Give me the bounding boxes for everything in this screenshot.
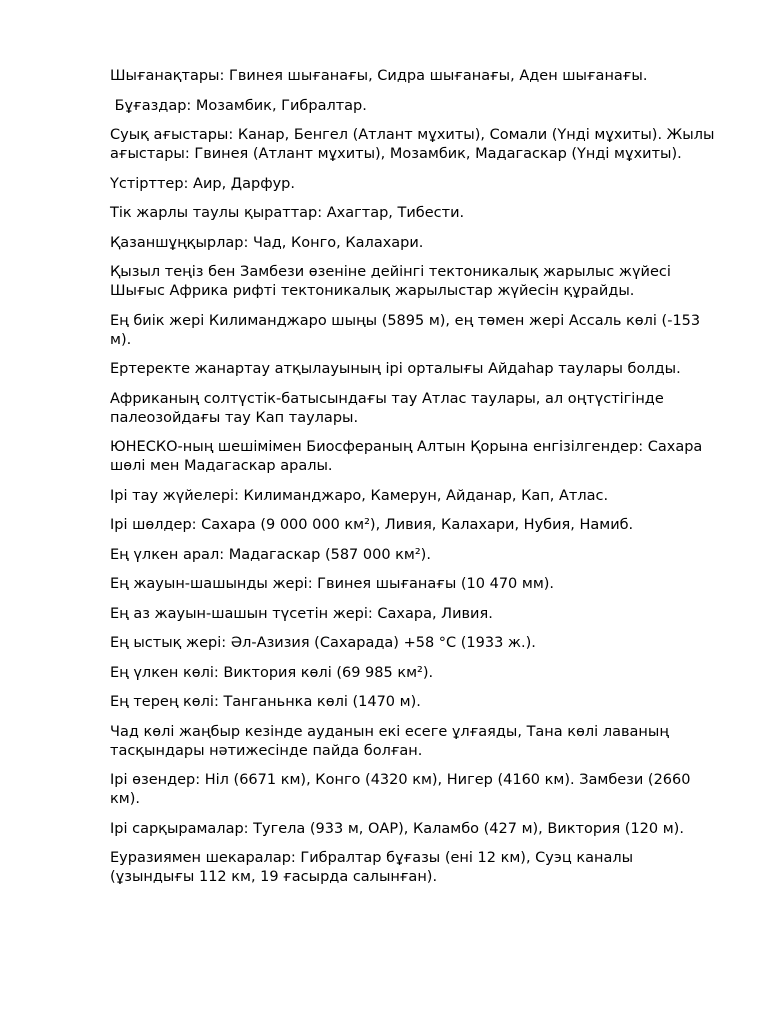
- paragraph-deepest-lake: Ең терең көлі: Танганьнка көлі (1470 м).: [110, 694, 421, 710]
- paragraph-driest: Ең аз жауын-шашын түсетін жері: Сахара, Ливия.: [110, 605, 493, 622]
- paragraph-largest-island: Ең үлкен арал: Мадагаскар (587 000 км²).: [110, 546, 431, 563]
- paragraph-plateaus: Үстірттер: Аир, Дарфур.: [110, 175, 295, 192]
- document-page: [110, 67, 720, 898]
- paragraph-gulfs: Шығанақтары: Гвинея шығанағы, Сидра шығанағы, Аден шығанағы.: [110, 68, 648, 84]
- paragraph-hottest: Ең ыстық жері: Әл-Азизия (Сахарада) +58 °С (1933 ж.).: [110, 635, 536, 651]
- paragraph-wettest: Ең жауын-шашынды жері: Гвинея шығанағы (10 470 мм).: [110, 576, 555, 592]
- paragraph-eurasia-borders: Еуразиямен шекаралар: Гибралтар бұғазы (ені 12 км), Суэц каналы (ұзындығы 112 км, 19 ғасырда салынған).: [110, 850, 638, 885]
- paragraph-currents: Суық ағыстары: Канар, Бенгел (Атлант мұхиты), Сомали (Үнді мұхиты). Жылы ағыстары: Гвинея (Атлант мұхиты), Мозамбик, Мадагаскар (Үнді мұхиты).: [110, 127, 720, 162]
- paragraph-highlands: Тік жарлы таулы қыраттар: Ахагтар, Тибести.: [110, 205, 465, 221]
- paragraph-mountain-systems: Ірі тау жүйелері: Килиманджаро, Камерун, Айданар, Кап, Атлас.: [110, 487, 609, 504]
- paragraph-straits: Бұғаздар: Мозамбик, Гибралтар.: [110, 97, 367, 114]
- paragraph-mountains-atlas-cape: Африканың солтүстік-батысындағы тау Атлас таулары, ал оңтүстігінде палеозойдағы тау Кап таулары.: [110, 390, 669, 426]
- paragraph-waterfalls: Ірі сарқырамалар: Тугела (933 м, ОАР), Каламбо (427 м), Виктория (120 м).: [110, 820, 684, 837]
- paragraph-extreme-points: Ең биік жері Килиманджаро шыңы (5895 м), ең төмен жері Ассаль көлі (-153 м).: [110, 312, 705, 348]
- paragraph-rivers: Ірі өзендер: Ніл (6671 км), Конго (4320 км), Нигер (4160 км). Замбези (2660 км).: [110, 772, 696, 807]
- paragraph-deserts: Ірі шөлдер: Сахара (9 000 000 км²), Ливия, Калахари, Нубия, Намиб.: [110, 517, 634, 533]
- paragraph-chad-tana-lakes: Чад көлі жаңбыр кезінде ауданын екі есеге ұлғаяды, Тана көлі лаваның тасқындары нәтижесінде пайда болған.: [110, 723, 674, 759]
- paragraph-rift-system: Қызыл теңіз бен Замбези өзеніне дейінгі тектоникалық жарылыс жүйесі Шығыс Африка рифті тектоникалық жарылыстар жүйесін құрайды.: [110, 264, 676, 299]
- paragraph-unesco: ЮНЕСКО-ның шешімімен Биосфераның Алтын Қорына енгізілгендер: Сахара шөлі мен Мадагаскар аралы.: [110, 439, 707, 474]
- paragraph-largest-lake: Ең үлкен көлі: Виктория көлі (69 985 км²).: [110, 664, 434, 681]
- paragraph-basins: Қазаншұңқырлар: Чад, Конго, Калахари.: [110, 234, 424, 251]
- paragraph-volcanism: Ертеректе жанартау атқылауының ірі орталығы Айдаһар таулары болды.: [110, 361, 681, 377]
